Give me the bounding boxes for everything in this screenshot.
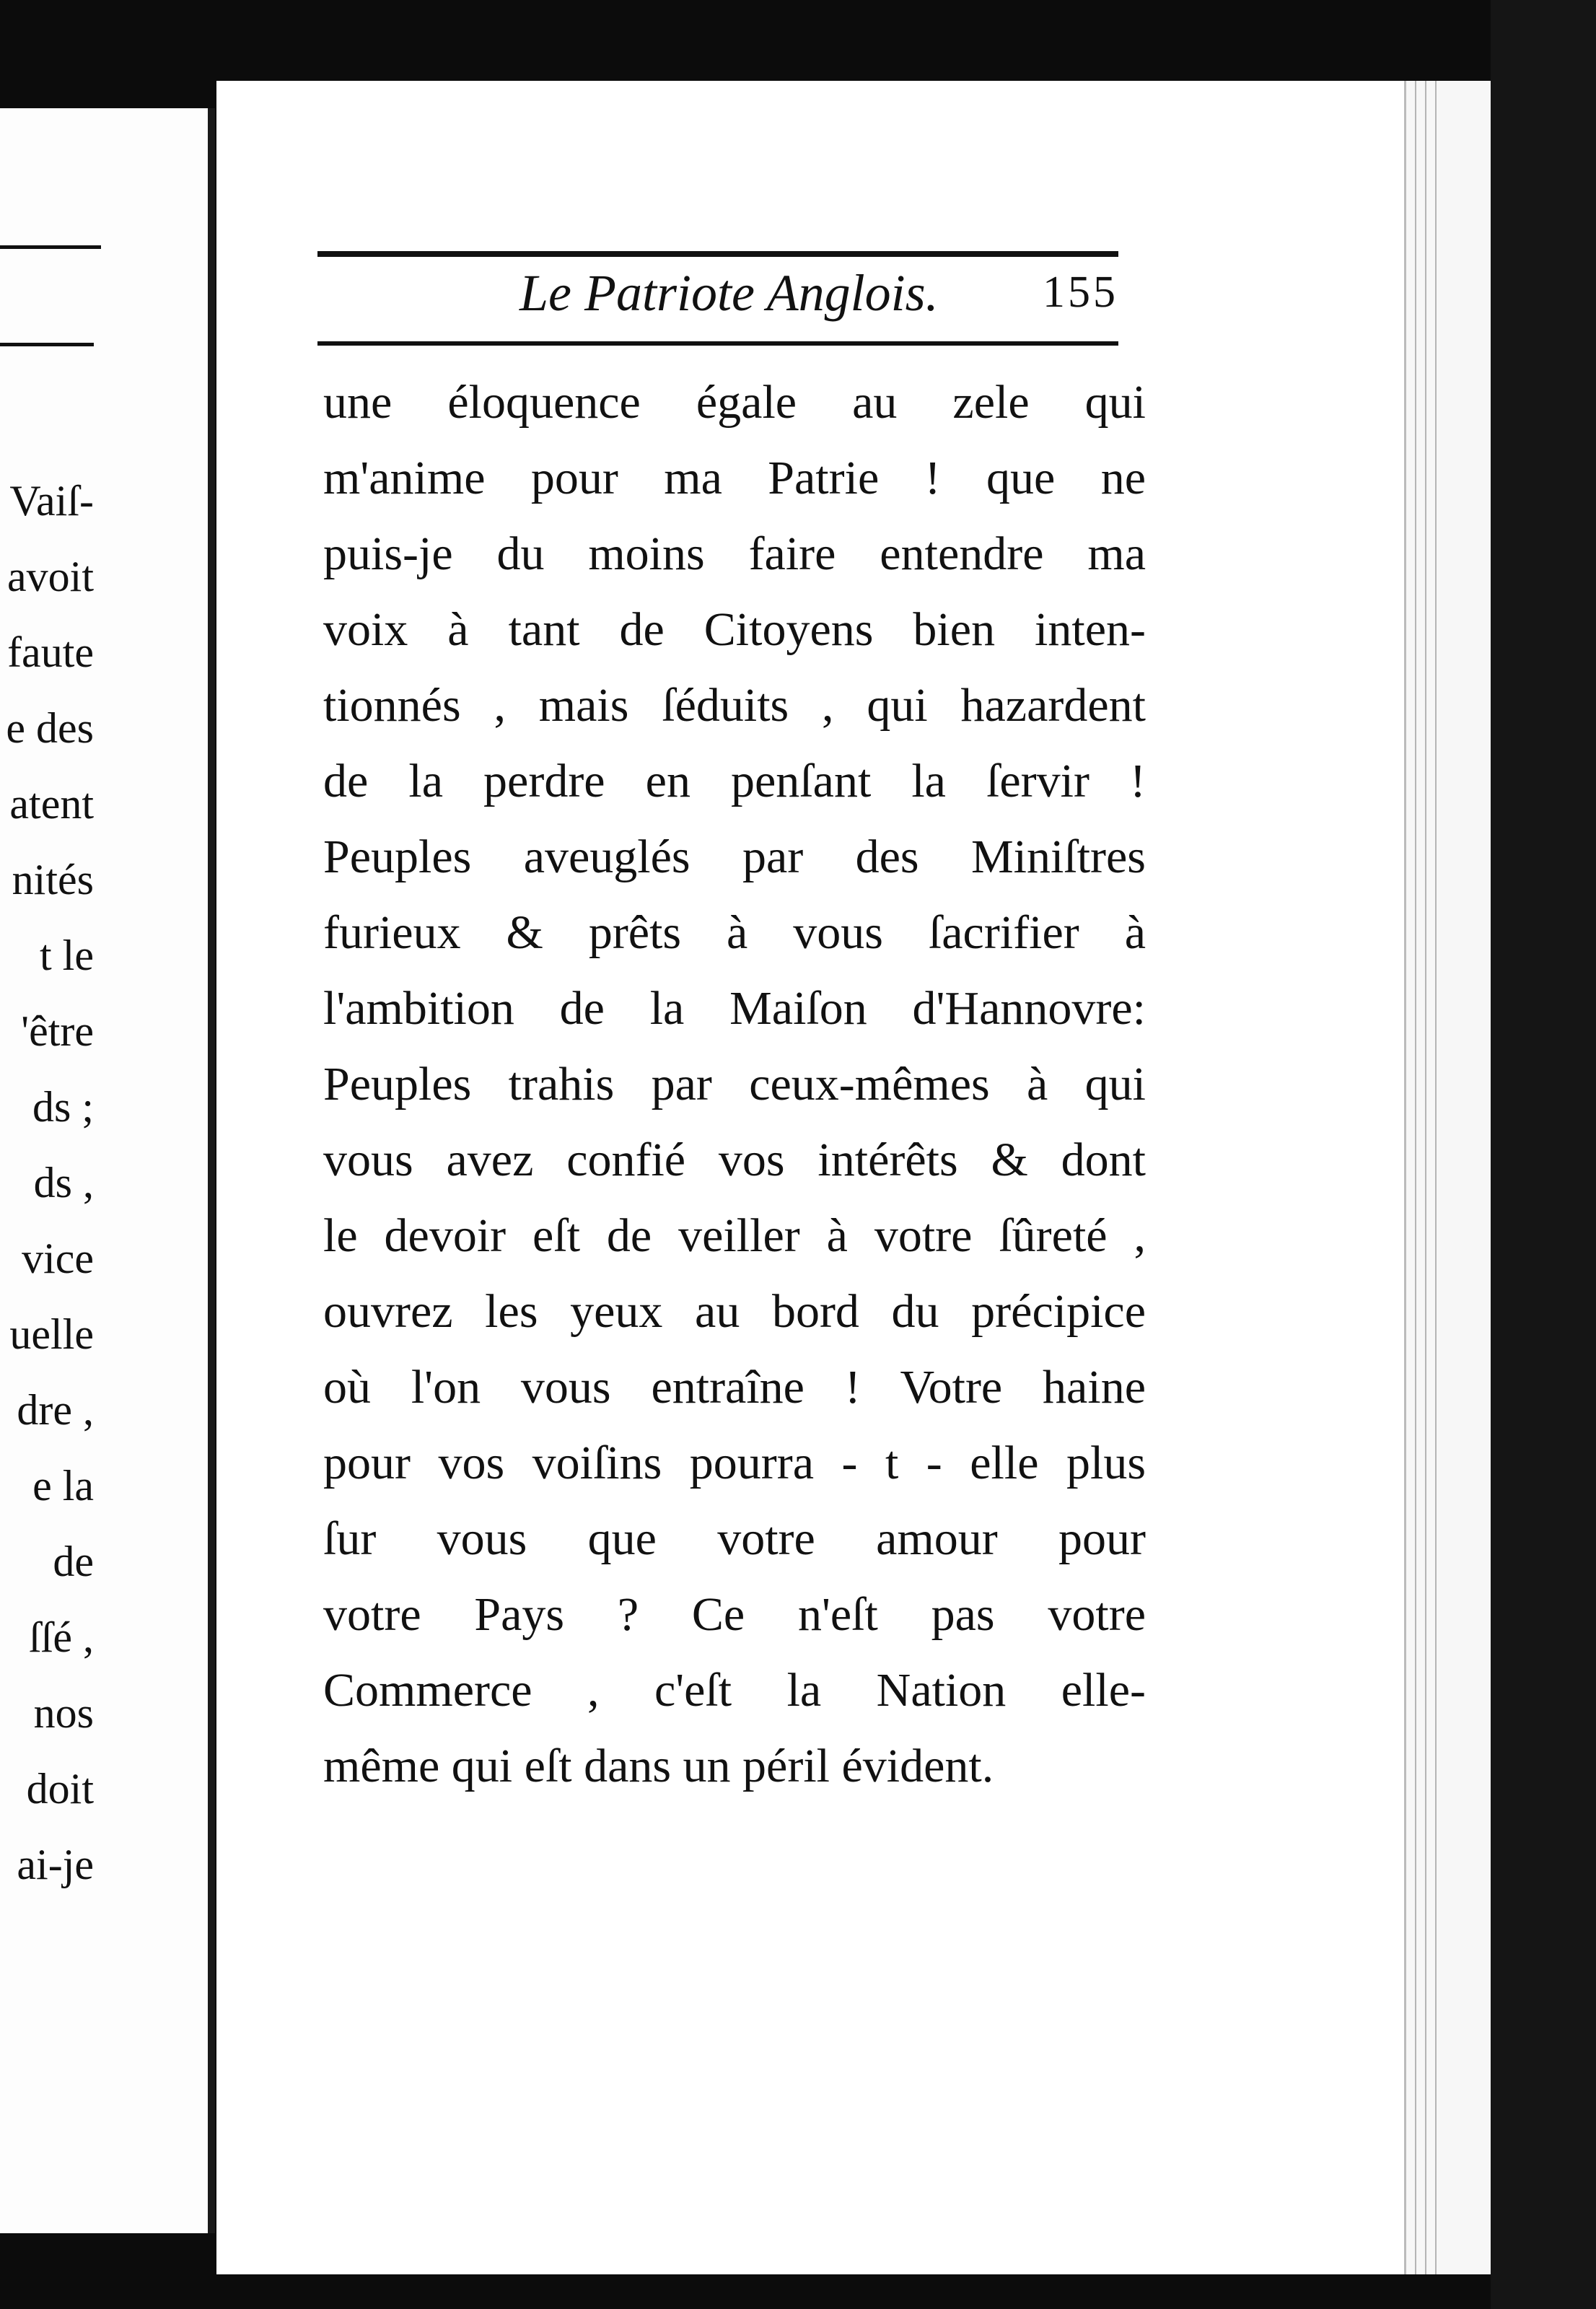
text-line: m'anime pour ma Patrie ! que ne: [323, 452, 1146, 504]
left-page-rule: [0, 343, 94, 346]
text-line: Peuples aveuglés par des Miniſtres: [323, 831, 1146, 883]
previous-page: [0, 108, 215, 2233]
previous-page-line: atent: [9, 780, 94, 828]
text-line: où l'on vous entraîne ! Votre haine: [323, 1361, 1146, 1414]
previous-page-line: t le: [40, 932, 94, 979]
text-line: de la perdre en penſant la ſervir !: [323, 755, 1146, 807]
previous-page-line: ds ,: [33, 1159, 94, 1206]
page-body-text: [323, 364, 1146, 1804]
text-line: furieux & prêts à vous ſacrifier à: [323, 906, 1146, 959]
previous-page-line: ds ;: [32, 1083, 94, 1131]
header-rule-top: [317, 251, 1118, 257]
text-line: même qui eſt dans un péril évident.: [323, 1740, 994, 1792]
text-line: pour vos voiſins pourra - t - elle plus: [323, 1437, 1146, 1489]
previous-page-line: avoit: [7, 553, 94, 600]
previous-page-line: doit: [26, 1765, 94, 1813]
scanner-background: [1491, 0, 1596, 2309]
previous-page-line: vice: [22, 1235, 94, 1282]
previous-page-line: ſſé ,: [29, 1613, 94, 1661]
text-line: l'ambition de la Maiſon d'Hannovre:: [323, 982, 1146, 1035]
page-number: 155: [1043, 268, 1118, 317]
header-rule-bottom: [317, 341, 1118, 346]
previous-page-line: de: [53, 1538, 94, 1585]
page-edge-line: [1435, 81, 1437, 2274]
text-line: Commerce , c'eſt la Nation elle-: [323, 1664, 1146, 1717]
text-line: ſur vous que votre amour pour: [323, 1512, 1146, 1565]
previous-page-line: 'être: [21, 1007, 94, 1055]
text-line: le devoir eſt de veiller à votre ſûreté ,: [323, 1209, 1146, 1262]
text-line: tionnés , mais ſéduits , qui hazardent: [323, 679, 1146, 732]
previous-page-line: faute: [7, 628, 94, 676]
text-line: Peuples trahis par ceux-mêmes à qui: [323, 1058, 1146, 1110]
text-line: une éloquence égale au zele qui: [323, 376, 1146, 429]
left-page-rule: [0, 245, 101, 249]
text-line: voix à tant de Citoyens bien inten-: [323, 603, 1146, 656]
previous-page-line: uelle: [9, 1310, 94, 1358]
previous-page-line: e la: [32, 1462, 94, 1510]
text-line: ouvrez les yeux au bord du précipice: [323, 1285, 1146, 1338]
page-edge-line: [1415, 81, 1416, 2274]
previous-page-line: dre ,: [17, 1386, 94, 1434]
previous-page-line: ai-je: [17, 1841, 94, 1888]
previous-page-line: e des: [6, 704, 94, 752]
text-line: puis-je du moins faire entendre ma: [323, 527, 1146, 580]
page-edges: [1404, 81, 1493, 2274]
page-edge-line: [1425, 81, 1426, 2274]
running-head: Le Patriote Anglois.: [519, 264, 939, 322]
previous-page-line: nos: [33, 1689, 94, 1737]
previous-page-line: Vaiſ-: [9, 477, 94, 525]
previous-page-line: nités: [12, 856, 94, 903]
text-line: vous avez confié vos intérêts & dont: [323, 1134, 1146, 1186]
text-line: votre Pays ? Ce n'eſt pas votre: [323, 1588, 1146, 1641]
